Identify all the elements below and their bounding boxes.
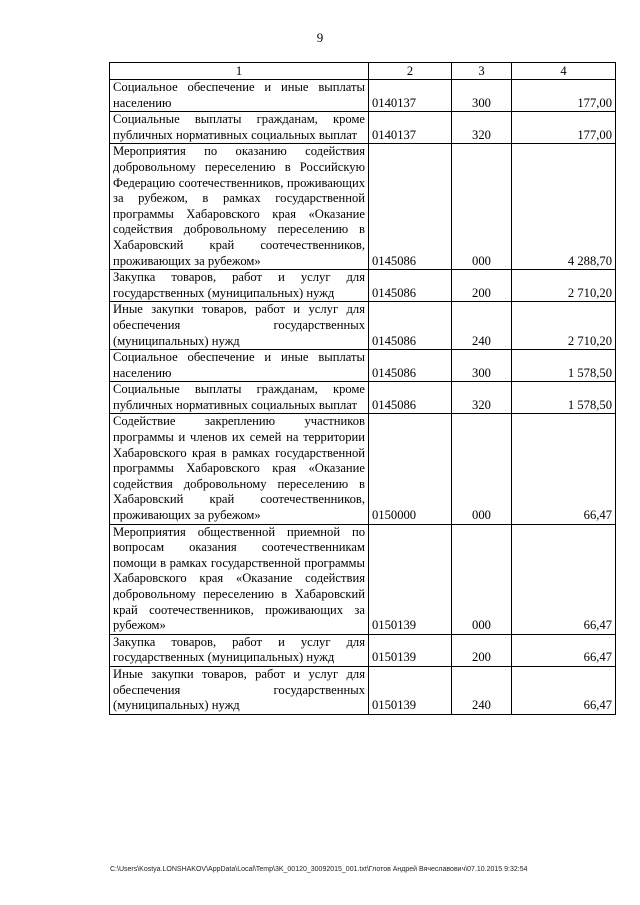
row-amount: 4 288,70 [512, 144, 616, 270]
row-code: 0145086 [369, 302, 452, 350]
row-code: 0150000 [369, 414, 452, 524]
row-code: 0150139 [369, 634, 452, 666]
row-description: Мероприятия общественной приемной по вопросам оказания соотечественникам помощи в рамках государственной программы Хабаровского края «Оказание содействия добровольному переселению в Хабаровский край соотечественников, проживающих за рубежом» [110, 524, 369, 634]
table-row [110, 382, 616, 414]
table-row [110, 524, 616, 634]
table-row [110, 666, 616, 714]
row-amount: 66,47 [512, 524, 616, 634]
row-description: Социальные выплаты гражданам, кроме публичных нормативных социальных выплат [110, 382, 369, 414]
column-header-amount: 4 [512, 63, 616, 80]
column-header-code: 2 [369, 63, 452, 80]
row-amount: 2 710,20 [512, 270, 616, 302]
column-header-type: 3 [452, 63, 512, 80]
table-header-row [110, 63, 616, 80]
row-code: 0140137 [369, 112, 452, 144]
row-type: 000 [452, 524, 512, 634]
row-code: 0140137 [369, 80, 452, 112]
table-row [110, 414, 616, 524]
row-type: 240 [452, 302, 512, 350]
column-header-description: 1 [110, 63, 369, 80]
row-code: 0150139 [369, 524, 452, 634]
table-row [110, 302, 616, 350]
row-amount: 66,47 [512, 414, 616, 524]
row-amount: 1 578,50 [512, 350, 616, 382]
row-description: Социальное обеспечение и иные выплаты населению [110, 80, 369, 112]
row-type: 240 [452, 666, 512, 714]
row-description: Иные закупки товаров, работ и услуг для обеспечения государственных (муниципальных) нужд [110, 302, 369, 350]
row-description: Социальное обеспечение и иные выплаты населению [110, 350, 369, 382]
row-amount: 1 578,50 [512, 382, 616, 414]
table-row [110, 270, 616, 302]
row-type: 300 [452, 350, 512, 382]
table-row [110, 144, 616, 270]
table-row [110, 80, 616, 112]
row-code: 0145086 [369, 270, 452, 302]
row-type: 320 [452, 112, 512, 144]
row-description: Мероприятия по оказанию содействия добровольному переселению в Российскую Федерацию соотечественников, проживающих за рубежом, в рамках государственной программы Хабаровского края «Оказание содействия добровольному переселению в Хабаровский край соотечественников, проживающих за рубежом» [110, 144, 369, 270]
row-description: Иные закупки товаров, работ и услуг для обеспечения государственных (муниципальных) нужд [110, 666, 369, 714]
budget-table [109, 62, 616, 715]
row-code: 0145086 [369, 144, 452, 270]
row-code: 0150139 [369, 666, 452, 714]
row-type: 000 [452, 144, 512, 270]
file-path-footer: C:\Users\Kostya.LONSHAKOV\AppData\Local\Temp\3K_00120_30092015_001.txt\Глотов Андрей Вячеславович\07.10.2015 9:32:54 [110, 866, 528, 873]
row-amount: 66,47 [512, 666, 616, 714]
row-type: 200 [452, 270, 512, 302]
row-code: 0145086 [369, 350, 452, 382]
table-row [110, 634, 616, 666]
row-description: Закупка товаров, работ и услуг для государственных (муниципальных) нужд [110, 270, 369, 302]
row-amount: 66,47 [512, 634, 616, 666]
table-row [110, 112, 616, 144]
page-number: 9 [316, 30, 324, 45]
row-description: Содействие закреплению участников программы и членов их семей на территории Хабаровского края в рамках государственной программы Хабаровского края «Оказание содействия добровольному переселению в Хабаровский край соотечественников, проживающих за рубежом» [110, 414, 369, 524]
row-description: Социальные выплаты гражданам, кроме публичных нормативных социальных выплат [110, 112, 369, 144]
row-description: Закупка товаров, работ и услуг для государственных (муниципальных) нужд [110, 634, 369, 666]
row-type: 200 [452, 634, 512, 666]
table-row [110, 350, 616, 382]
row-code: 0145086 [369, 382, 452, 414]
row-type: 000 [452, 414, 512, 524]
row-amount: 177,00 [512, 112, 616, 144]
row-amount: 177,00 [512, 80, 616, 112]
row-type: 300 [452, 80, 512, 112]
row-type: 320 [452, 382, 512, 414]
row-amount: 2 710,20 [512, 302, 616, 350]
